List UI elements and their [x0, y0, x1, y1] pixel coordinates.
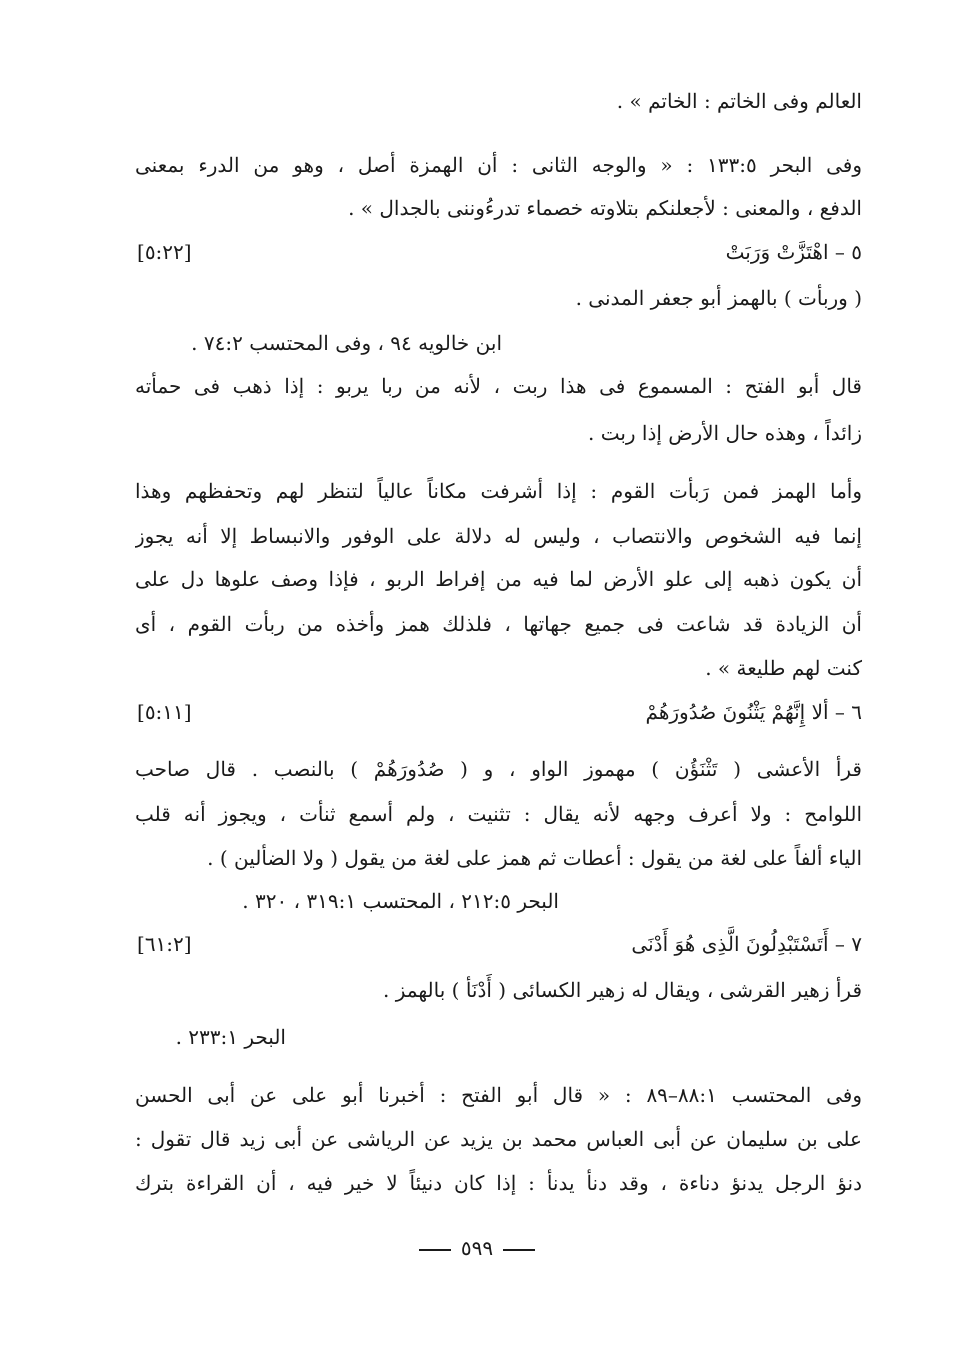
text-line-9: أن يكون ذهبه إلى علو الأرض لما فيه من إفراط الربو ، فإذا وصف علوها دل على — [135, 567, 862, 591]
text-line-4: ( وربأت ) بالهمز أبو جعفر المدنى . — [575, 286, 862, 310]
page-number-dash-right — [503, 1249, 535, 1251]
verse-reference-7: [٦١:٢] — [137, 932, 192, 956]
text-line-16: وفى المحتسب ٨٨:١–٨٩ : « قال أبو الفتح : أخبرنا أبو على عن أبى الحسن — [135, 1083, 862, 1107]
text-line-10: أن الزيادة قد شاعت فى جميع جهاتها ، فلذلك همز وأخذه من ربأت القوم ، أى — [135, 612, 862, 636]
source-line-1: ابن خالويه ٩٤ ، وفى المحتسب ٧٤:٢ . — [191, 331, 502, 355]
text-line-17: على بن سليمان عن أبى العباس محمد بن يزيد عن الرياشى عن أبى زيد قال تقول : — [135, 1127, 862, 1151]
page-number-dash-left — [419, 1249, 451, 1251]
text-line-11: كنت لهم طليعة » . — [705, 656, 862, 680]
text-line-12: قرأ الأعشى ( تَثْنَؤُن ) مهموز الواو ، و ( صُدُورَهُمْ ) بالنصب . قال صاحب — [135, 757, 862, 781]
verse-heading-6: ٦ – ألا إِنَّهُمْ يَثْنُونَ صُدُورَهُمْ — [645, 700, 862, 724]
verse-heading-7: ٧ – أَتَسْتَبْدِلُونَ الَّذِى هُوَ أَدْنَى — [631, 932, 862, 956]
source-line-2: البحر ٢١٢:٥ ، المحتسب ٣١٩:١ ، ٣٢٠ . — [242, 889, 559, 913]
text-line-13: اللوامح : ولا أعرف وجهه لأنه يقال : تثنيت ، ولم أسمع ثنأت ، ويجوز أنه قلب — [135, 802, 862, 826]
text-line-14: الياء ألفاً على لغة من يقول : أعطات ثم همز على لغة من يقول ( ولا الضألين ) . — [207, 846, 862, 870]
text-line-15: قرأ زهير القرشى ، ويقال له زهير الكسائى ( أَدْنَأ ) بالهمز . — [383, 978, 862, 1002]
page-number-text: ٥٩٩ — [460, 1236, 494, 1260]
text-line-18: دنؤ الرجل يدنؤ دناءة ، وقد دنأ يدنأ : إذا كان دنيئاً لا خير فيه ، أن القراءة بترك — [135, 1171, 862, 1195]
verse-reference-5: [٥:٢٢] — [137, 240, 192, 264]
text-line-3: الدفع ، والمعنى : لأجعلنكم بتلاوته خصماء تدرءُوننى بالجدال » . — [348, 196, 862, 220]
text-line-8: إنما فيه الشخوص والانتصاب ، وليس له دلالة على الوفور والانبساط إلا أنه يجوز — [135, 524, 862, 548]
page-number — [0, 1232, 954, 1264]
source-line-3: البحر ٢٣٣:١ . — [175, 1025, 286, 1049]
text-line-2: وفى البحر ١٣٣:٥ : « والوجه الثانى : أن الهمزة أصل ، وهو من الدرء بمعنى — [135, 153, 862, 177]
text-line-1: العالم وفى الخاتم : الخاتم » . — [616, 89, 862, 113]
text-line-7: وأما الهمز فمن رَبأت القوم : إذا أشرفت مكاناً عالياً لتنظر لهم وتحفظهم وهذا — [135, 479, 862, 503]
text-line-6: زائداً ، وهذه حال الأرض إذا ربت . — [587, 421, 862, 445]
verse-heading-5: ٥ – اهْتَزَّتْ وَرَبَتْ — [725, 240, 862, 264]
text-line-5: قال أبو الفتح : المسموع فى هذا ربت ، لأنه من ربا يربو : إذا ذهب فى حمأته — [135, 374, 862, 398]
verse-reference-6: [٥:١١] — [137, 700, 192, 724]
